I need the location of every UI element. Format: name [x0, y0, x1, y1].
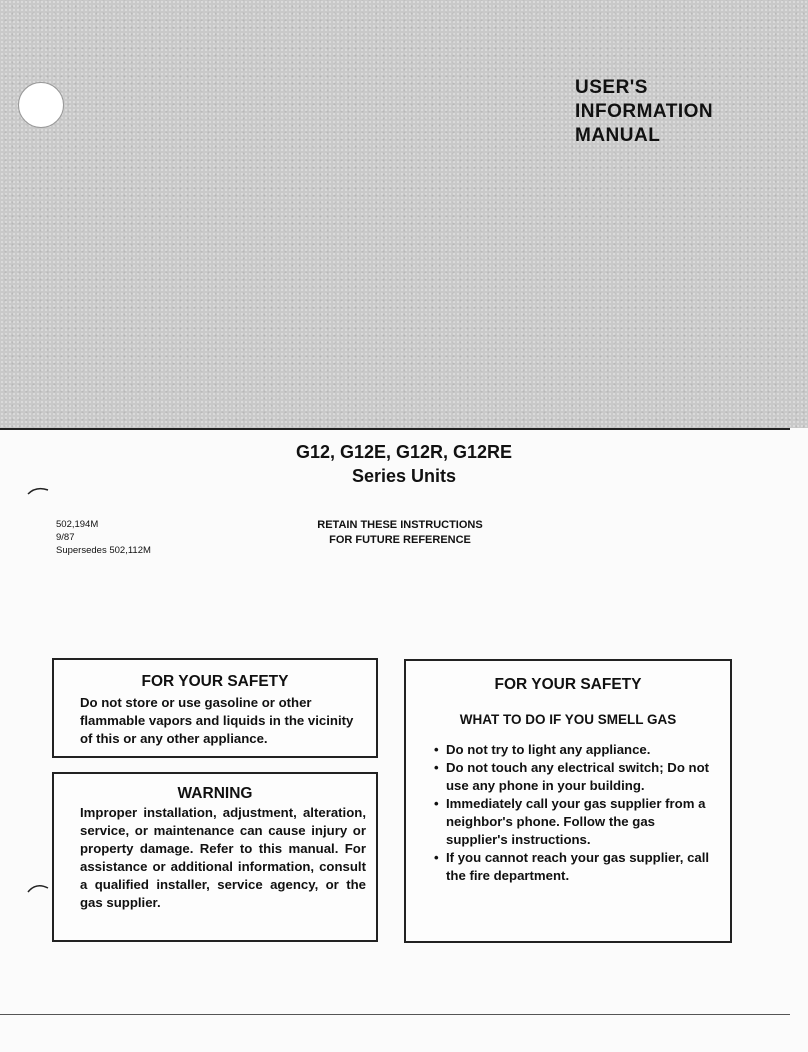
top-rule	[0, 428, 790, 430]
safety-box-heading: FOR YOUR SAFETY	[141, 673, 289, 690]
retain-instructions	[250, 518, 550, 548]
document-info	[56, 518, 151, 557]
punch-mark-icon	[26, 880, 50, 894]
series-subtitle: Series Units	[351, 466, 457, 486]
safety-box-heading: FOR YOUR SAFETY	[494, 676, 642, 693]
warning-heading: WARNING	[177, 785, 253, 802]
manual-title	[575, 76, 713, 148]
warning-text: Improper installation, adjustment, alteration, service, or maintenance can cause injury or property damage. Refer to this manual. For assistance or additional information, consult a qualified installer, service agency, or the gas supplier.	[80, 805, 366, 910]
series-models: G12, G12E, G12R, G12RE	[295, 442, 513, 462]
list-item: • Do not try to light any appliance.	[432, 741, 720, 759]
safety-box-storage	[52, 658, 378, 758]
binder-hole	[18, 82, 64, 128]
bottom-rule	[0, 1014, 790, 1015]
document-number: 502,194M	[56, 519, 99, 530]
title-line-2: INFORMATION	[575, 101, 714, 122]
document-supersedes: Supersedes 502,112M	[56, 545, 151, 556]
safety-box-text: Do not store or use gasoline or other flammable vapors and liquids in the vicinity of this or any other appliance.	[80, 695, 354, 746]
title-line-1: USER'S	[575, 77, 648, 98]
document-date: 9/87	[56, 532, 75, 543]
list-item: • Do not touch any electrical switch; Do not use any phone in your building.	[432, 759, 720, 795]
gas-smell-subheading: WHAT TO DO IF YOU SMELL GAS	[459, 712, 677, 727]
title-line-3: MANUAL	[575, 125, 661, 146]
retain-line-1: RETAIN THESE INSTRUCTIONS	[317, 519, 483, 531]
series-title	[0, 440, 808, 488]
list-item: • Immediately call your gas supplier from a neighbor's phone. Follow the gas supplier's instructions.	[432, 795, 720, 849]
punch-mark-icon	[26, 484, 50, 496]
gas-smell-list	[432, 741, 720, 885]
warning-box	[52, 772, 378, 942]
list-item: • If you cannot reach your gas supplier, call the fire department.	[432, 849, 720, 885]
cover-gray-band	[0, 0, 808, 428]
retain-line-2: FOR FUTURE REFERENCE	[329, 534, 471, 546]
safety-box-gas-smell	[404, 659, 732, 943]
